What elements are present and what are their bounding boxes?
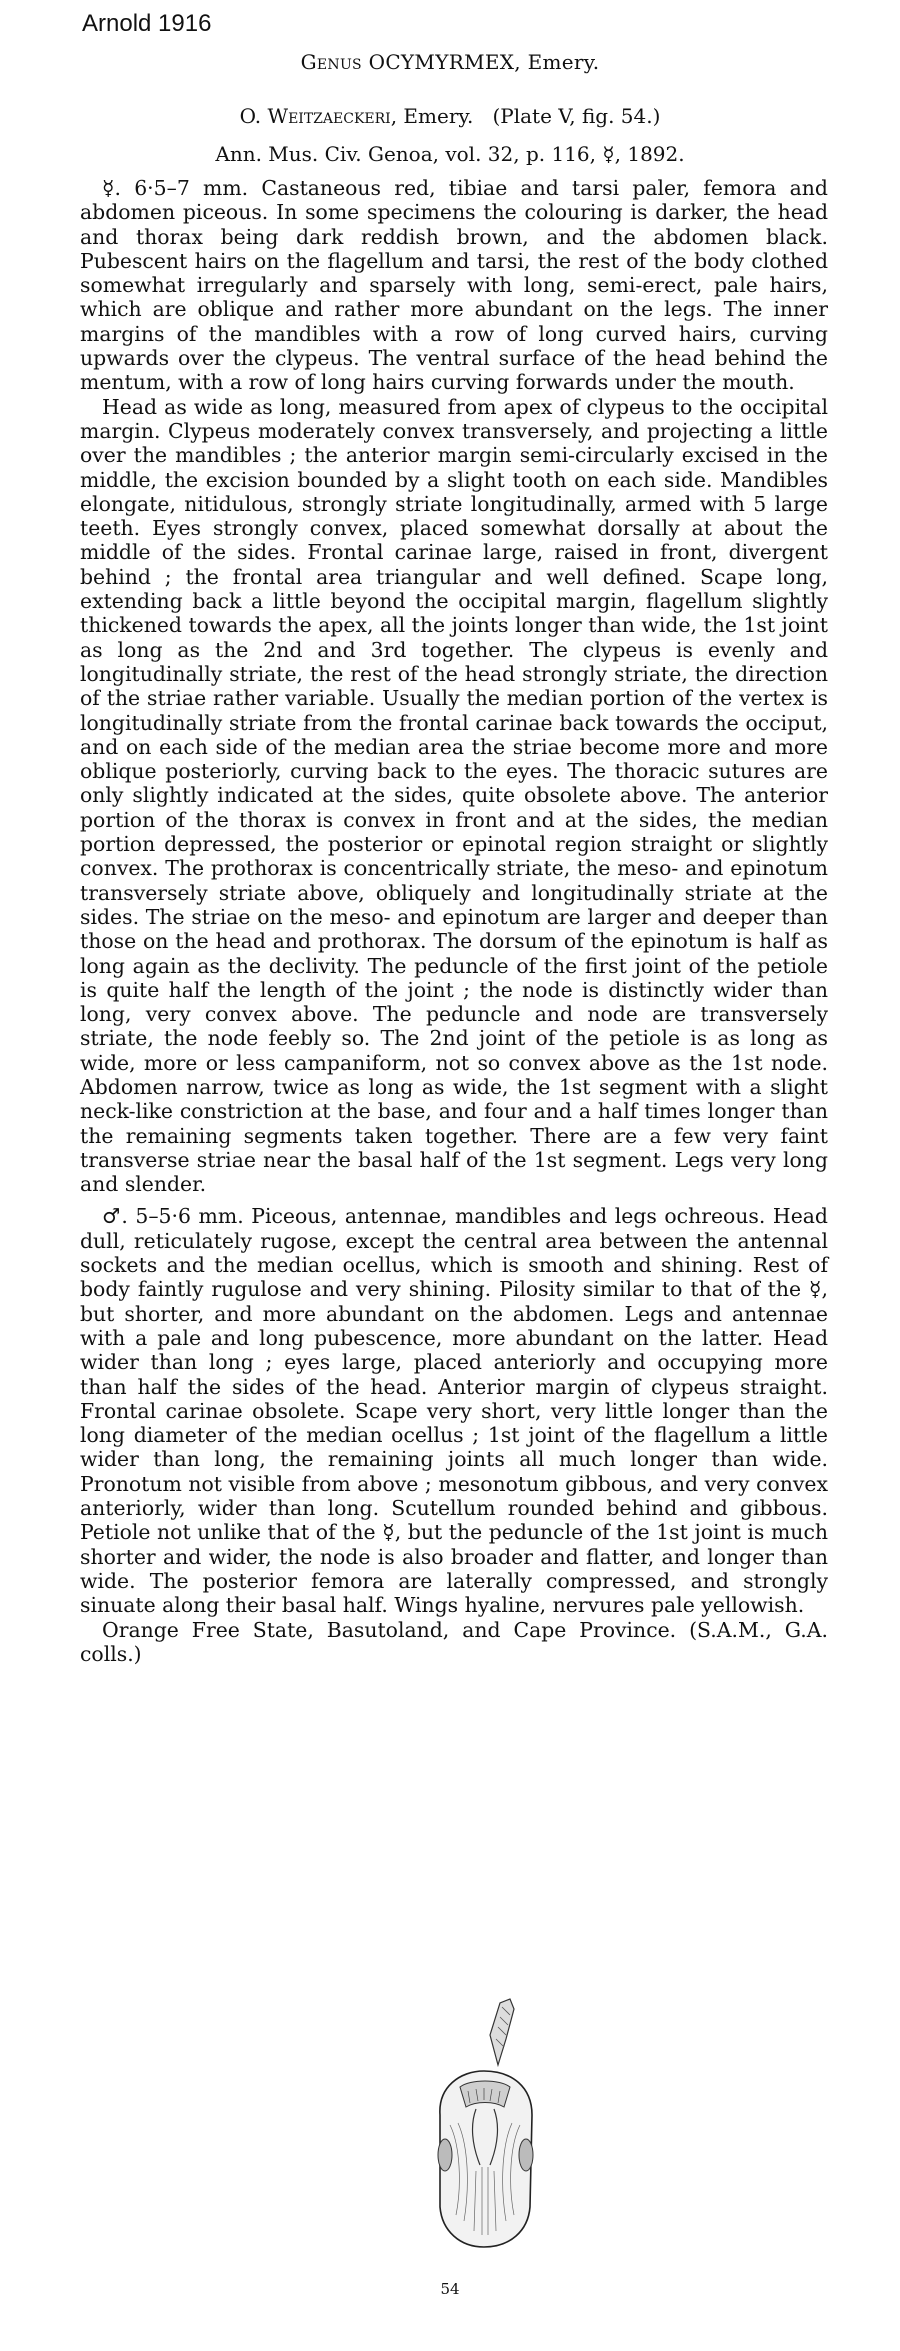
body-text: [80, 176, 828, 1666]
species-genus-abbr: O.: [239, 104, 262, 128]
species-heading: [0, 104, 900, 128]
genus-prefix: Genus: [300, 50, 362, 74]
genus-heading: [0, 50, 900, 74]
paragraph-worker-structure: Head as wide as long, measured from apex of clypeus to the occipital margin. Clypeus moderately convex transversely, and projecting a little over the mandibles ; the anterior margin semi-circularly excised in the middle, the excision bounded by a slight tooth on each side. Mandibles elongate, nitidulous, strongly striate longitudinally, armed with 5 large teeth. Eyes strongly convex, placed somewhat dorsally at about the middle of the sides. Frontal carinae large, raised in front, divergent behind ; the frontal area triangular and well defined. Scape long, extending back a little beyond the occipital margin, flagellum slightly thickened towards the apex, all the joints longer than wide, the 1st joint as long as the 2nd and 3rd together. The clypeus is evenly and longitudinally striate, the rest of the head strongly striate, the direction of the striae rather variable. Usually the median portion of the vertex is longitudinally striate from the frontal carinae back towards the occiput, and on each side of the median area the striae become more and more oblique posteriorly, curving back to the eyes. The thoracic sutures are only slightly indicated at the sides, quite obsolete above. The anterior portion of the thorax is convex in front and at the sides, the median portion depressed, the posterior or epinotal region straight or slightly convex. The prothorax is concentrically striate, the meso- and epinotum transversely striate above, obliquely and longitudinally striate at the sides. The striae on the meso- and epinotum are larger and deeper than those on the head and prothorax. The dorsum of the epinotum is half as long again as the declivity. The peduncle of the first joint of the petiole is quite half the length of the joint ; the node is distinctly wider than long, very convex above. The peduncle and node are transversely striate, the node feebly so. The 2nd joint of the petiole is as long as wide, more or less campaniform, not so convex above as the 1st node. Abdomen narrow, twice as long as wide, the 1st segment with a slight neck-like constriction at the base, and four and a half times longer than the remaining segments taken together. There are a few very faint transverse striae near the basal half of the 1st segment. Legs very long and slender.: [80, 394, 828, 1197]
species-author: , Emery.: [390, 104, 474, 128]
figure-number: 54: [440, 2280, 460, 2298]
paragraph-worker-colour: ☿. 6·5–7 mm. Castaneous red, tibiae and tarsi paler, femora and abdomen piceous. In some specimens the colouring is darker, the head and thorax being dark reddish brown, and the abdomen black. Pubescent hairs on the flagellum and tarsi, the rest of the body clothed somewhat irregularly and sparsely with long, semi-erect, pale hairs, which are oblique and rather more abundant on the legs. The inner margins of the mandibles with a row of long curved hairs, curving upwards over the clypeus. The ventral surface of the head behind the mentum, with a row of long hairs curving forwards under the mouth.: [80, 176, 828, 395]
ant-head-figure: [420, 1995, 550, 2275]
head-illustration: [420, 1995, 550, 2275]
paragraph-locality: Orange Free State, Basutoland, and Cape Province. (S.A.M., G.A. colls.): [80, 1617, 828, 1666]
genus-author: , Emery.: [514, 50, 600, 74]
citation: Ann. Mus. Civ. Genoa, vol. 32, p. 116, ☿, 1892.: [215, 142, 685, 166]
corner-tag: Arnold 1916: [82, 10, 212, 37]
plate-reference: (Plate V, fig. 54.): [492, 104, 661, 128]
genus-name: OCYMYRMEX: [368, 50, 515, 74]
species-name: Weitzaeckeri: [267, 104, 391, 128]
paragraph-male: ♂. 5–5·6 mm. Piceous, antennae, mandibles and legs ochreous. Head dull, reticulately rugose, except the central area between the antennal sockets and the median ocellus, which is smooth and shining. Rest of body faintly rugulose and very shining. Pilosity similar to that of the ☿, but shorter, and more abundant on the abdomen. Legs and antennae with a pale and long pubescence, more abundant on the latter. Head wider than long ; eyes large, placed anteriorly and occupying more than half the sides of the head. Anterior margin of clypeus straight. Frontal carinae obsolete. Scape very short, very little longer than the long diameter of the median ocellus ; 1st joint of the flagellum a little wider than long, the remaining joints all much longer than wide. Pronotum not visible from above ; mesonotum gibbous, and very convex anteriorly, wider than long. Scutellum rounded behind and gibbous. Petiole not unlike that of the ☿, but the peduncle of the 1st joint is much shorter and wider, the node is also broader and flatter, and longer than wide. The posterior femora are laterally compressed, and strongly sinuate along their basal half. Wings hyaline, nervures pale yellowish.: [80, 1204, 828, 1618]
